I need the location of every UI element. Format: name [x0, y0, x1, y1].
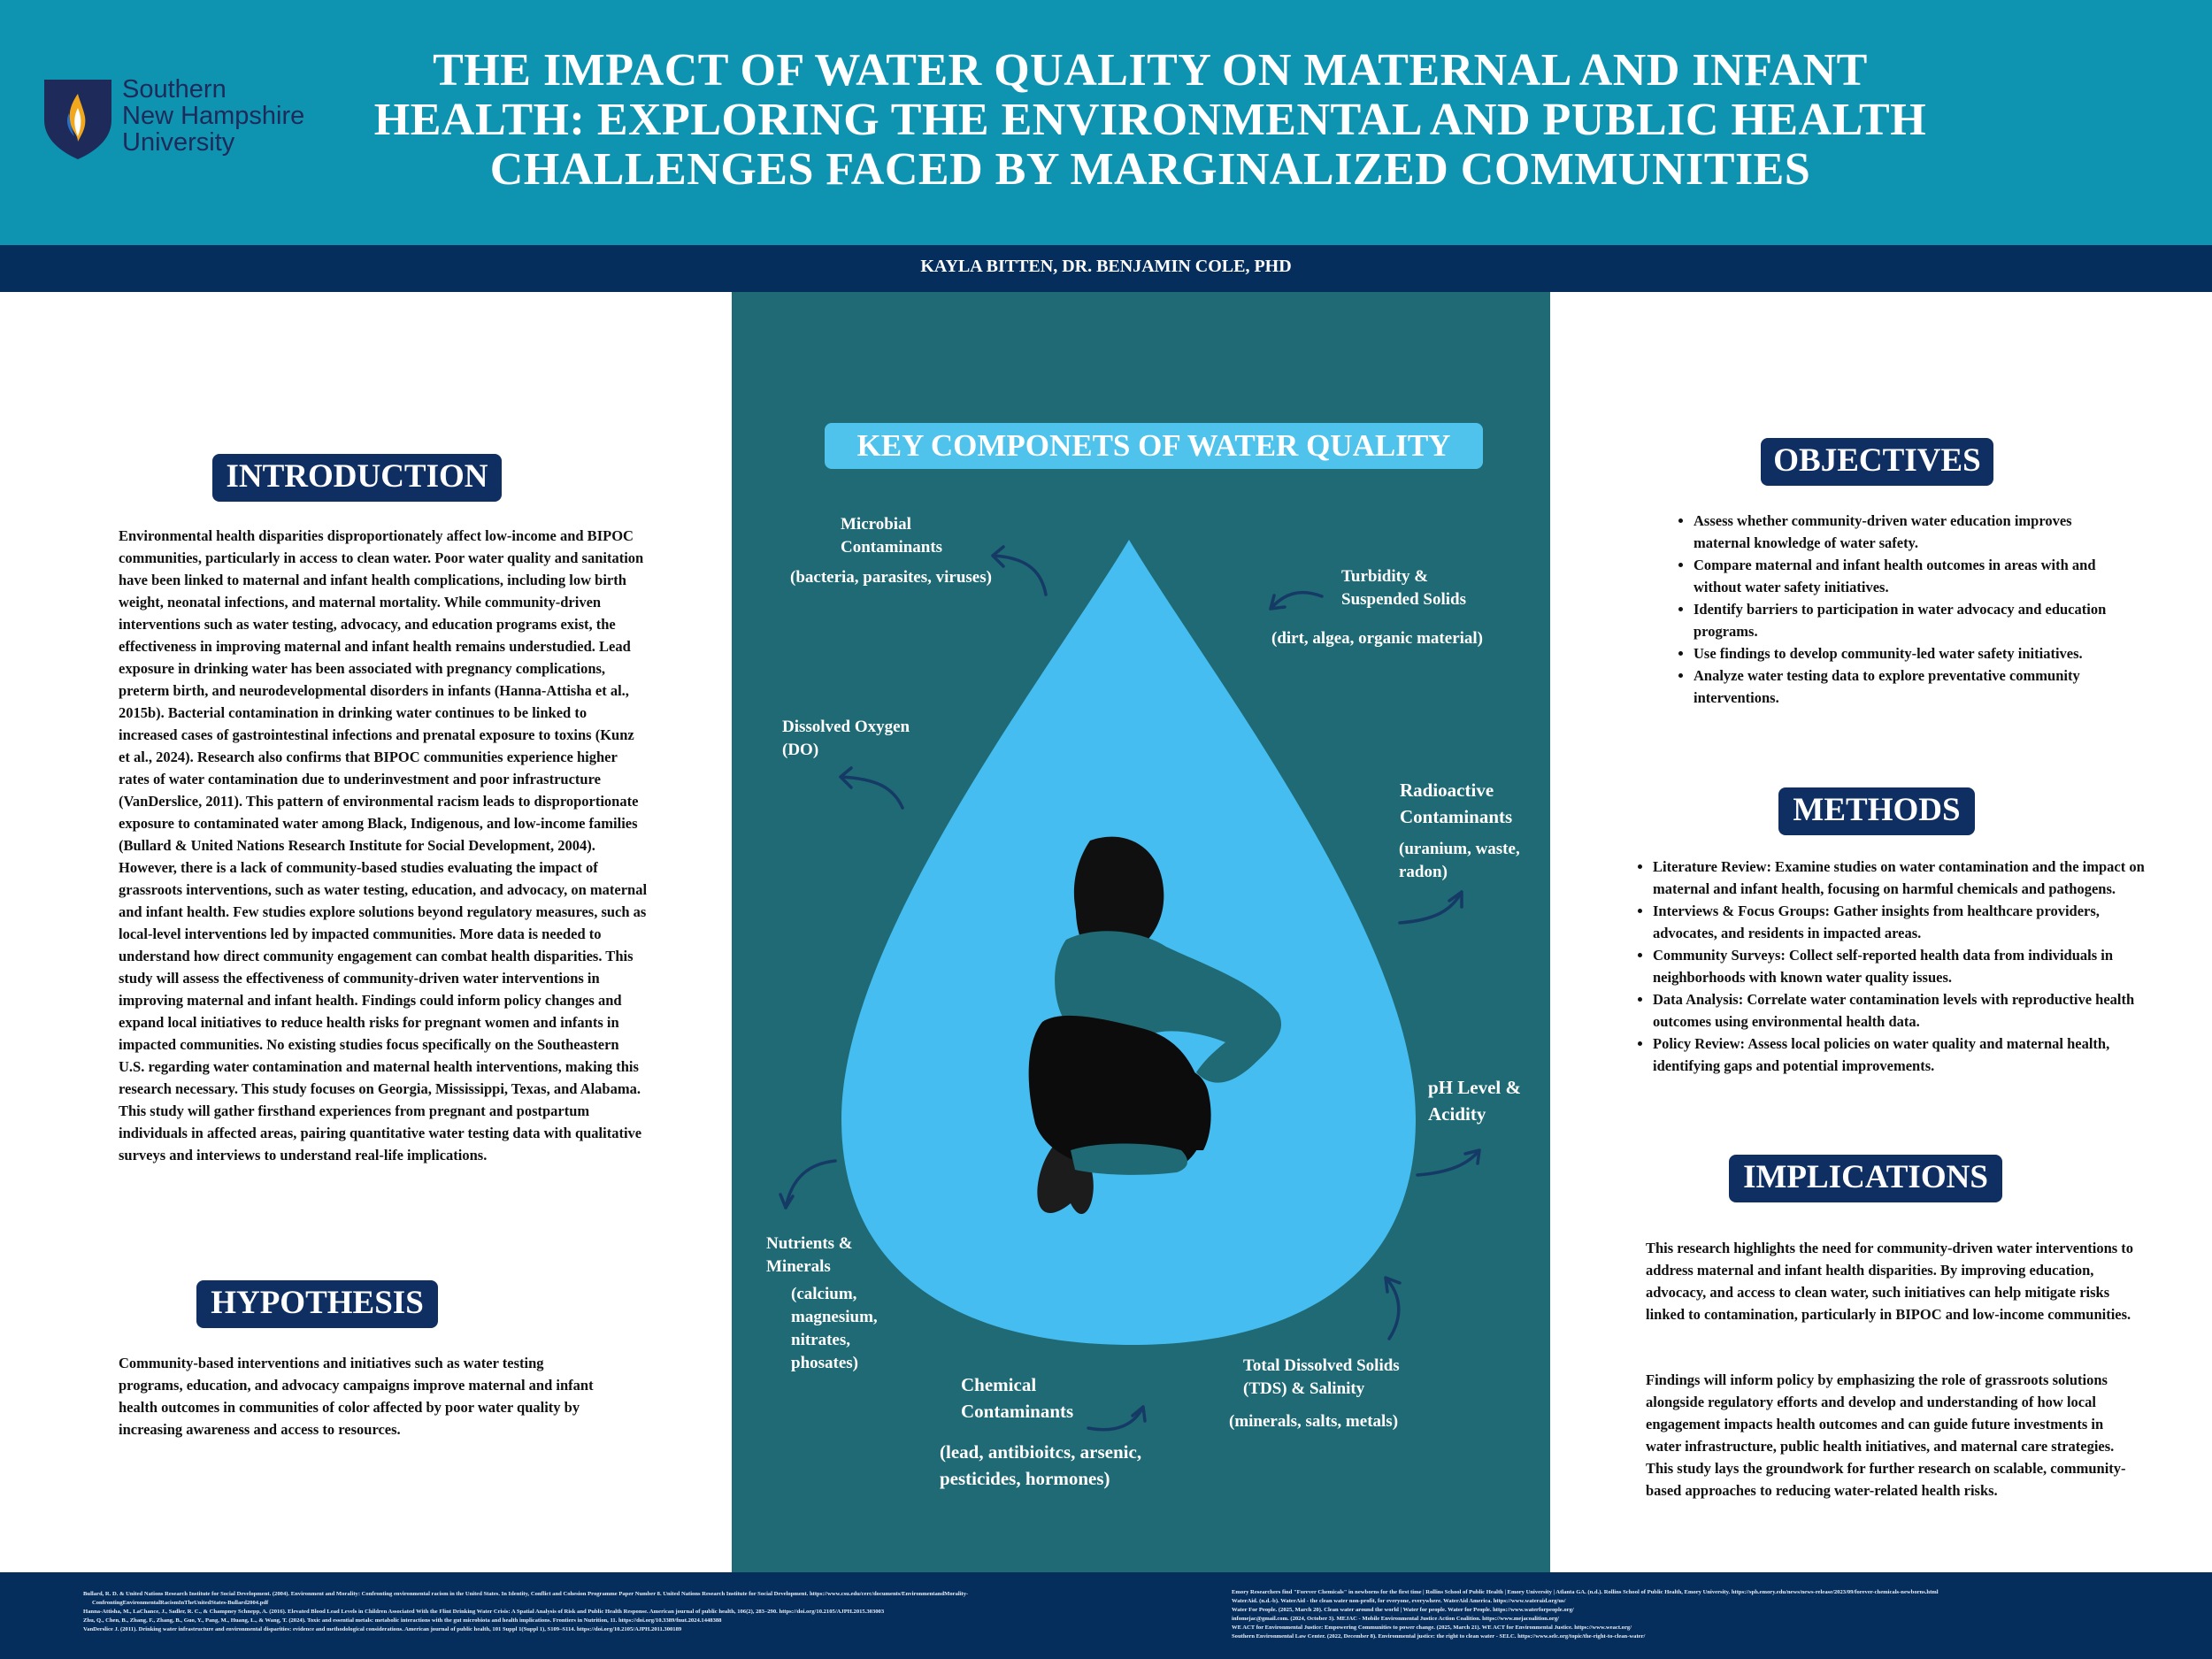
arrow-radioactive: [1400, 892, 1462, 923]
hypothesis-text: Community-based interventions and initiatives such as water testing programs, education, and advocacy campaigns improve maternal and infant health outcomes in communities of color affected by poor water quality by increasing awareness and access to resources.: [119, 1355, 594, 1438]
chemical-title: Chemical Contaminants: [961, 1374, 1074, 1422]
method-item: • Literature Review: Examine studies on water contamination and the impact on maternal and infant health, focusing on harmful chemicals and pathogens.: [1653, 856, 2164, 900]
introduction-heading: INTRODUCTION: [212, 454, 502, 502]
reference-item: Hanna-Attisha, M., LaChance, J., Sadler, R. C., & Champney Schnepp, A. (2016). Elevated Blood Lead Levels in Children Associated With the Flint Drinking Water Crisis: A Spatial Analysis of Risk and Public Health Response. American journal of public health, 106(2), 283–290. https://doi.org/10.2105/AJPH.2015.303003: [83, 1609, 885, 1615]
tds-detail: (minerals, salts, metals): [1229, 1412, 1399, 1431]
turbidity-title: Turbidity & Suspended Solids: [1341, 567, 1466, 609]
reference-item: infomejac@gmail.com. (2024, October 3). MEJAC - Mobile Environmental Justice Action Coalition. https://www.mejacoalition.org/: [1232, 1616, 1559, 1622]
implications-paragraph-1: This research highlights the need for community-driven water interventions to address maternal and infant health disparities. By improving education, advocacy, and access to clean water, such initiatives can help mitigate risks linked to contamination, particularly in BIPOC and low-income communities.: [1646, 1240, 2134, 1323]
arrow-tds: [1386, 1278, 1400, 1339]
method-item: • Community Surveys: Collect self-reported health data from individuals in neighborhoods with known water quality issues.: [1653, 944, 2164, 988]
arrow-oxygen: [841, 768, 902, 808]
reference-item: VanDerslice J. (2011). Drinking water infrastructure and environmental disparities: evidence and methodological considerations. American journal of public health, 101 Suppl 1(Suppl 1), S109–S114. https://doi.org/10.2105/AJPH.2011.300189: [83, 1626, 682, 1632]
nutrients-detail: (calcium, magnesium, nitrates, phosates): [791, 1285, 878, 1372]
reference-item: Emory Researchers find "Forever Chemicals" in newborns for the first time | Rollins School of Public Health | Emory University | Atlanta GA. (n.d.). Rollins School of Public Health, Emory University. https://sph.emory.edu/news/news-release/2023/09/forever-chemicals-newborns.html: [1232, 1589, 1939, 1595]
reference-item: Water For People. (2025, March 20). Clean water around the world | Water for people. Water for People. https://www.waterforpeople.org/: [1232, 1607, 1574, 1613]
microbial-title: Microbial Contaminants: [841, 515, 943, 557]
objective-item: • Use findings to develop community-led water safety initiatives.: [1694, 642, 2116, 664]
method-item: • Interviews & Focus Groups: Gather insights from healthcare providers, advocates, and residents in impacted areas.: [1653, 900, 2164, 944]
reference-item: Zhu, Q., Chen, B., Zhang, F., Zhang, B., Guo, Y., Pang, M., Huang, L., & Wang, T. (2024). Toxic and essential metals: metabolic interactions with the gut microbiota and health implications. Frontiers in Nutrition, 11. https://doi.org/10.3389/fnut.2024.1448388: [83, 1617, 722, 1624]
methods-list: [1633, 856, 2164, 1077]
university-logo-text: [122, 76, 304, 156]
turbidity-detail: (dirt, algea, organic material): [1271, 629, 1484, 648]
reference-item: WaterAid. (n.d.-b). WaterAid - the clean water non-profit, for everyone, everywhere. WaterAid America. https://www.wateraid.org/us/: [1232, 1598, 1566, 1604]
arrow-ph: [1417, 1150, 1479, 1175]
references-right: [1232, 1588, 2187, 1641]
reference-item: Southern Environmental Law Center. (2022, December 8). Environmental justice: the right to clean water - SELC. https://www.selc.org/topic/the-right-to-clean-water/: [1232, 1633, 1646, 1640]
ph-title: pH Level & Acidity: [1428, 1077, 1521, 1125]
objective-item: • Identify barriers to participation in water advocacy and education programs.: [1694, 598, 2116, 642]
implications-heading: IMPLICATIONS: [1729, 1155, 2002, 1202]
chemical-detail: (lead, antibioitcs, arsenic, pesticides, hormones): [940, 1441, 1142, 1489]
radioactive-title: Radioactive Contaminants: [1400, 780, 1513, 827]
reference-item: Bullard, R. D. & United Nations Research Institute for Social Development. (2004). Environment and Morality: Confronting environmental racism in the United States. In Identity, Conflict and Cohesion Programme Paper Number 8. United Nations Research Institute for Social Development. https://www.csu.edu/cerc/documents/EnvironmentandMorality-: [83, 1591, 969, 1597]
objective-item: • Assess whether community-driven water education improves maternal knowledge of water safety.: [1694, 510, 2116, 554]
logo-line-3: University: [122, 128, 235, 157]
objective-item: • Compare maternal and infant health outcomes in areas with and without water safety initiatives.: [1694, 554, 2116, 598]
objectives-heading: OBJECTIVES: [1761, 438, 1993, 486]
logo-line-1: Southern: [122, 75, 227, 104]
author-names: KAYLA BITTEN, DR. BENJAMIN COLE, PHD: [920, 257, 1292, 276]
poster-title: THE IMPACT OF WATER QUALITY ON MATERNAL AND INFANT HEALTH: EXPLORING THE ENVIRONMENTAL AND PUBLIC HEALTH CHALLENGES FACED BY MARGINALIZED COMMUNITIES: [373, 45, 1927, 195]
arrow-nutrients: [780, 1161, 835, 1208]
introduction-text: Environmental health disparities disproportionately affect low-income and BIPOC communities, particularly in access to clean water. Poor water quality and sanitation have been linked to maternal and infant health complications, including low birth weight, neonatal infections, and maternal mortality. While community-driven interventions such as water testing, advocacy, and education programs exist, the effectiveness in improving maternal and infant health remains understudied. Lead exposure in drinking water has been associated with pregnancy complications, preterm birth, and neurodevelopmental disorders in infants (Hanna-Attisha et al., 2015b). Bacterial contamination in drinking water continues to be linked to increased cases of gastrointestinal infections and prenatal exposure to toxins (Kunz et al., 2024). Research also confirms that BIPOC communities experience higher rates of water contamination due to underinvestment and poor infrastructure (VanDerslice, 2011). This pattern of environmental racism leads to disproportionate exposure to contaminated water among Black, Indigenous, and low-income families (Bullard & United Nations Research Institute for Social Development, 2004). However, there is a lack of community-based studies evaluating the impact of grassroots interventions, such as water testing, education, and advocacy, on maternal and infant health. Few studies explore solutions beyond regulatory measures, such as local-level interventions led by impacted communities. More data is needed to understand how direct community engagement can combat health disparities. This study will assess the effectiveness of community-driven water interventions in improving maternal and infant health. Findings could inform policy changes and expand local initiatives to reduce health risks for pregnant women and infants in impacted communities. No existing studies focus specifically on the Southeastern U.S. regarding water contamination and maternal health interventions, making this research necessary. This study focuses on Georgia, Mississippi, Texas, and Alabama. This study will gather firsthand experiences from pregnant and postpartum individuals in affected areas, pairing quantitative water testing data with qualitative surveys and interviews to understand real-life implications.: [119, 527, 648, 1164]
reference-item: WE ACT for Environmental Justice: Empowering Communities to power change. (2025, March 21). WE ACT for Environmental Justice. https://www.weact.org/: [1232, 1624, 1632, 1631]
nutrients-title: Nutrients & Minerals: [766, 1234, 853, 1276]
oxygen-title: Dissolved Oxygen (DO): [782, 718, 910, 759]
logo-line-2: New Hampshire: [122, 102, 305, 130]
arrow-turbidity: [1271, 593, 1322, 609]
radioactive-detail: (uranium, waste, radon): [1399, 840, 1520, 881]
key-components-heading: KEY COMPONETS OF WATER QUALITY: [825, 423, 1483, 469]
tds-title: Total Dissolved Solids (TDS) & Salinity: [1243, 1356, 1400, 1398]
method-item: • Data Analysis: Correlate water contamination levels with reproductive health outcomes using environmental health data.: [1653, 988, 2164, 1033]
hypothesis-heading: HYPOTHESIS: [196, 1280, 438, 1328]
methods-heading: METHODS: [1778, 787, 1975, 835]
method-item: • Policy Review: Assess local policies on water quality and maternal health, identifying gaps and potential improvements.: [1653, 1033, 2164, 1077]
reference-item: ConfrontingEnvironmentalRacismInTheUnitedStates-Bullard2004.pdf: [92, 1600, 269, 1606]
references-left: [83, 1590, 1171, 1634]
objectives-list: [1674, 510, 2116, 709]
microbial-detail: (bacteria, parasites, viruses): [790, 568, 992, 587]
implications-paragraph-2: Findings will inform policy by emphasizing the role of grassroots solutions alongside regulatory efforts and develop and understanding of how local engagement impacts health outcomes and can guide future investments in water infrastructure, public health initiatives, and maternal care strategies. This study lays the groundwork for further research on scalable, community-based approaches to reducing water-related health risks.: [1646, 1371, 2126, 1499]
objective-item: • Analyze water testing data to explore preventative community interventions.: [1694, 664, 2116, 709]
